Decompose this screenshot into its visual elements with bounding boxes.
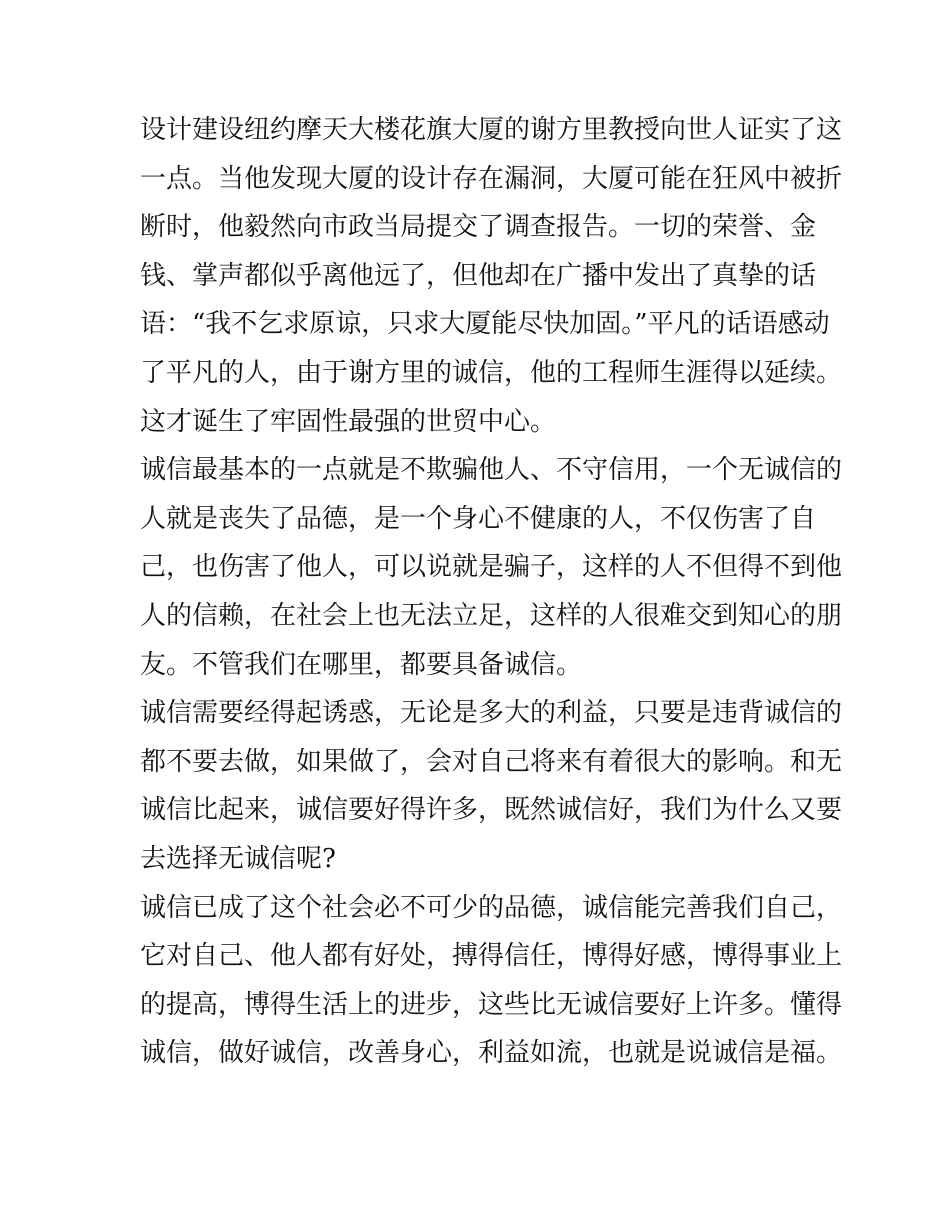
text-line: 诚信，做好诚信，改善身心，利益如流，也就是说诚信是福。 [140,1038,843,1069]
text-line: 语：“我不乞求原谅，只求大厦能尽快加固。”平凡的话语感动 [140,309,830,340]
paragraph-2 [140,446,843,689]
paragraph-3 [140,689,843,883]
paragraph-4 [140,884,843,1078]
text-line: 诚信已成了这个社会必不可少的品德，诚信能完善我们自己， [140,892,843,923]
text-line: 设计建设纽约摩天大楼花旗大厦的谢方里教授向世人证实了这 [140,115,843,145]
text-line: 诚信需要经得起诱惑，无论是多大的利益，只要是违背诚信的 [140,698,843,729]
text-line: 一点。当他发现大厦的设计存在漏洞，大厦可能在狂风中被折 [140,163,843,194]
text-line: 断时，他毅然向市政当局提交了调查报告。一切的荣誉、金 [140,212,817,243]
text-line: 了平凡的人，由于谢方里的诚信，他的工程师生涯得以延续。 [140,357,843,388]
text-line: 这才诞生了牢固性最强的世贸中心。 [140,406,557,437]
text-line: 它对自己、他人都有好处，搏得信任，博得好感，博得事业上 [140,941,843,972]
text-line: 己，也伤害了他人，可以说就是骗子，这样的人不但得不到他 [140,552,843,583]
text-line: 人的信赖，在社会上也无法立足，这样的人很难交到知心的朋 [140,600,843,631]
text-line: 诚信比起来，诚信要好得许多，既然诚信好，我们为什么又要 [140,795,843,826]
paragraph-1 [140,106,843,446]
body-text [140,106,843,1078]
text-line: 诚信最基本的一点就是不欺骗他人、不守信用，一个无诚信的 [140,455,843,486]
text-line: 钱、掌声都似乎离他远了，但他却在广播中发出了真挚的话 [140,260,817,291]
text-line: 去选择无诚信呢? [140,843,336,874]
text-line: 都不要去做，如果做了，会对自己将来有着很大的影响。和无 [140,746,843,777]
text-line: 友。不管我们在哪里，都要具备诚信。 [140,649,583,680]
text-line: 的提高，博得生活上的进步，这些比无诚信要好上许多。懂得 [140,989,843,1020]
text-line: 人就是丧失了品德，是一个身心不健康的人，不仅伤害了自 [140,503,817,534]
